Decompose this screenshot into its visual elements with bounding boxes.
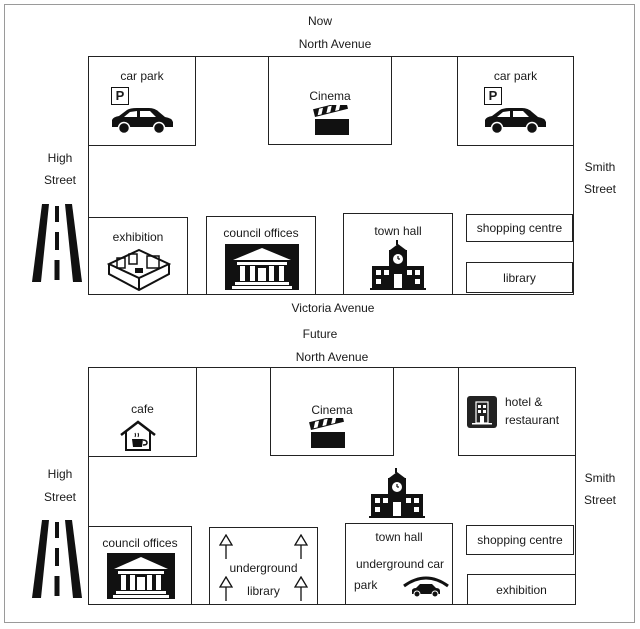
future-council-offices-label: council offices [102,536,178,550]
future-shopping-centre [466,525,574,555]
future-high-street-label-1: High [47,467,73,481]
clapperboard-icon [313,105,351,137]
future-smith-street-label-2: Street [583,493,616,507]
now-exhibition-label: exhibition [112,230,164,244]
future-town-hall [345,523,453,605]
now-cinema [268,56,392,145]
now-smith-street-label-2: Street [583,182,616,196]
future-hotel-label-1: hotel & [505,395,543,409]
future-cinema [270,367,394,456]
map-now-heading: Now [307,14,332,28]
government-building-icon [225,244,299,290]
now-victoria-avenue-label: Victoria Avenue [291,301,375,315]
road-icon [32,204,82,282]
up-arrow-icon [294,534,308,560]
future-cafe [88,367,197,457]
exhibition-room-icon [107,248,171,292]
future-exhibition-label: exhibition [496,583,547,597]
future-underground-library [209,527,318,605]
now-exhibition [88,217,188,295]
future-underground-car-park-label-1: underground car [355,557,445,571]
clapperboard-icon [309,418,347,450]
now-town-hall [343,213,453,295]
future-exhibition [467,574,576,605]
future-underground-label: underground [229,561,298,575]
future-town-hall-label: town hall [375,530,423,544]
future-underground-car-park-label-2: park [354,578,378,592]
up-arrow-icon [219,534,233,560]
cafe-house-icon [119,420,157,452]
town-hall-icon [369,468,425,518]
now-cinema-label: Cinema [309,89,351,103]
future-high-street-label-2: Street [43,490,76,504]
future-library-label: library [247,584,280,598]
now-car-park-left [88,56,196,146]
parking-sign-icon: P [484,87,502,105]
now-library-label: library [503,271,536,285]
future-cafe-label: cafe [131,402,154,416]
now-shopping-centre-label: shopping centre [476,221,563,235]
now-council-offices [206,216,316,295]
now-town-hall-label: town hall [374,224,422,238]
now-high-street-label-2: Street [43,173,76,187]
parking-sign-icon: P [111,87,129,105]
future-hotel-label-2: restaurant [505,413,560,427]
map-future-heading: Future [302,327,338,341]
car-icon [482,107,548,135]
now-car-park-left-label: car park [120,69,164,83]
now-car-park-right [457,56,574,146]
covered-car-icon [402,572,450,598]
now-council-offices-label: council offices [223,226,299,240]
government-building-icon [107,553,175,599]
now-library [466,262,573,293]
future-smith-street-label-1: Smith [584,471,616,485]
now-north-avenue-label: North Avenue [298,37,372,51]
now-car-park-right-label: car park [493,69,538,83]
car-icon [109,107,175,135]
future-shopping-centre-label: shopping centre [477,533,563,547]
future-council-offices [88,526,192,605]
future-north-avenue-label: North Avenue [295,350,369,364]
town-hall-icon [370,240,426,290]
now-high-street-label-1: High [47,151,73,165]
hotel-icon [467,396,497,428]
road-icon [32,520,82,598]
now-shopping-centre [466,214,573,242]
future-cinema-label: Cinema [311,403,353,417]
future-hotel-restaurant [458,367,576,456]
now-smith-street-label-1: Smith [584,160,616,174]
